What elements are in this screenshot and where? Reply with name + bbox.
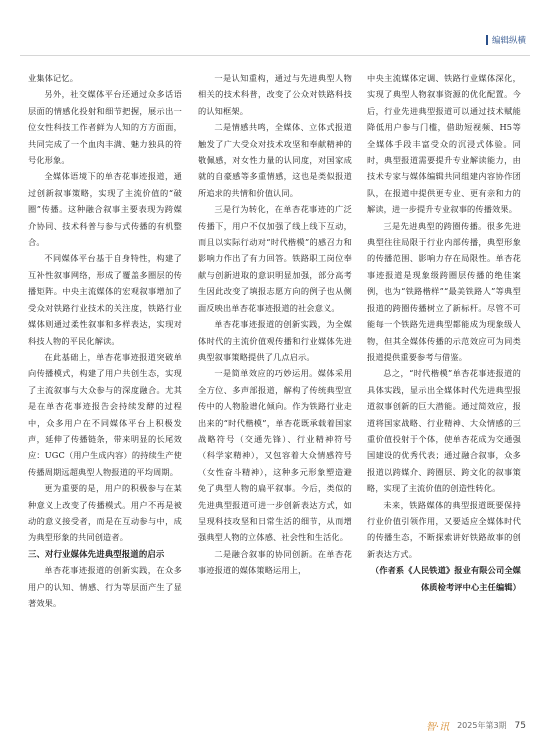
column-middle (198, 70, 352, 579)
paragraph: 业集体记忆。 (28, 73, 79, 83)
paragraph: 单杏花事迹报道的创新实践，在众多用户的认知、情感、行为等层面产生了显著效果。 (28, 565, 182, 608)
header-rule (20, 55, 530, 56)
paragraph: 中央主流媒体定调、铁路行业媒体深化，实现了典型人物叙事资源的优化配置。今后，行业先进典型报道可以通过技术赋能降低用户参与门槛，借助短视频、H5等全媒体手段丰富受众的沉浸式体验。同时，典型报道需要提升专业解读能力，由技术专家与媒体编辑共同组建内容协作团队，在报道中提供更专业、更有亲和力的解读，进一步提升专业叙事的传播效果。 (367, 73, 521, 215)
section-tag-bar (486, 35, 488, 45)
author-note: （作者系《人民铁道》报业有限公司全媒体质检考评中心主任编辑） (370, 565, 521, 592)
paragraph: 三是先进典型的跨圈传播。很多先进典型往往局限于行业内部传播，典型形象的传播范围、影响力存在局限性。单杏花事迹报道是现象级跨圈层传播的绝佳案例，也为“铁路楷样”“最美铁路人”等典型报道的跨圈传播树立了新标杆。尽管不可能每一个铁路先进典型都能成为现象级人物，但其全媒体传播的示范效应可为同类报道提供重要参考与借鉴。 (367, 220, 521, 362)
paragraph: 总之，“时代楷模”单杏花事迹报道的具体实践，显示出全媒体时代先进典型报道叙事创新的巨大潜能。通过简效应，报道将国家战略、行业精神、大众情感的三重价值投射于个体，使单杏花成为交通强国建设的优秀代表；通过融合叙事，众多报道以跨媒介、跨圈层、跨文化的叙事策略，实现了主流价值的创造性转化。 (367, 368, 521, 494)
magazine-logo: 智·讯 (425, 722, 450, 733)
page-number: 75 (514, 720, 526, 731)
paragraph: 不同媒体平台基于自身特性，构建了互补性叙事网络，形成了覆盖多圈层的传播矩阵。中央主流媒体的宏观叙事增加了受众对铁路行业技术的关注度，铁路行业媒体则通过柔性叙事和多样表达，实现对科技人物的平民化解读。 (28, 253, 182, 346)
paragraph: 三是行为转化，在单杏花事迹的广泛传播下，用户不仅加强了线上线下互动，而且以实际行动对“时代楷模”的感召力和影响力作出了有力回答。铁路职工岗位奉献与创新进取的意识明显加强，部分高考生因此改变了填报志愿方向的例子也从侧面反映出单杏花事迹报道的社会意义。 (198, 204, 352, 313)
paragraph: 一是简单效应的巧妙运用。媒体采用全方位、多声部报道，解构了传统典型宣传中的人物脸谱化倾向。作为铁路行业走出来的“时代楷模”，单杏花既承载着国家战略符号（交通先锋）、行业精神符号（科学家精神），又包容着大众情感符号（女性奋斗精神），这种多元形象塑造避免了典型人物的扁平叙事。今后，类似的先进典型报道可进一步创新表达方式，如呈现科技攻坚和日常生活的细节，从而增强典型人物的立体感、社会性和生活化。 (198, 368, 352, 543)
paragraph: 二是融合叙事的协同创新。在单杏花事迹报道的媒体策略运用上， (198, 548, 352, 576)
column-right (367, 70, 521, 595)
issue-label: 2025年第3期 (457, 721, 507, 730)
section-heading: 三、对行业媒体先进典型报道的启示 (28, 548, 165, 559)
paragraph: 未来，铁路媒体的典型报道既要保持行业价值引领作用，又要适应全媒体时代的传播生态，不断探索讲好铁路故事的创新表达方式。 (367, 499, 521, 559)
column-left (28, 70, 182, 611)
paragraph: 在此基础上，单杏花事迹报道突破单向传播模式，构建了用户共创生态，实现了主流叙事与大众参与的深度融合。尤其是在单杏花事迹报告会持续发酵的过程中，众多用户在不同媒体平台上积极发声，延伸了传播链条，带来明显的长尾效应：UGC（用户生成内容）的持续生产使传播周期远超典型人物报道的平均周期。 (28, 351, 182, 477)
paragraph: 单杏花事迹报道的创新实践，为全媒体时代的主流价值观传播和行业媒体先进典型叙事策略提供了几点启示。 (198, 319, 352, 362)
page-footer (426, 718, 526, 733)
paragraph: 全媒体语境下的单杏花事迹报道，通过创新叙事策略，实现了主流价值的“破圈”传播。这种融合叙事主要表现为跨媒介协同、技术科普与参与式传播的有机整合。 (28, 171, 182, 248)
paragraph: 二是情感共鸣，全媒体、立体式报道触发了广大受众对技术攻坚和奉献精神的敬佩感，对女性力量的认同度，对国家成就的自豪感等多重情感，这也是类似报道所追求的共情和价值认同。 (198, 122, 352, 198)
section-title: 编辑纵横 (491, 36, 526, 46)
paragraph: 一是认知重构，通过与先进典型人物相关的技术科普，改变了公众对铁路科技的认知框架。 (198, 73, 352, 116)
paragraph: 更为重要的是，用户的积极参与在某种意义上改变了传播模式。用户不再是被动的意义接受者，而是在互动参与中，成为典型形象的共同创造者。 (28, 483, 182, 543)
section-tag (486, 34, 526, 46)
paragraph: 另外，社交媒体平台还通过众多话语层面的情感化投射和细节把握，展示出一位女性科技工作者鲜为人知的方方面面，共同完成了一个血肉丰满、魅力独具的符号化形象。 (28, 89, 182, 166)
